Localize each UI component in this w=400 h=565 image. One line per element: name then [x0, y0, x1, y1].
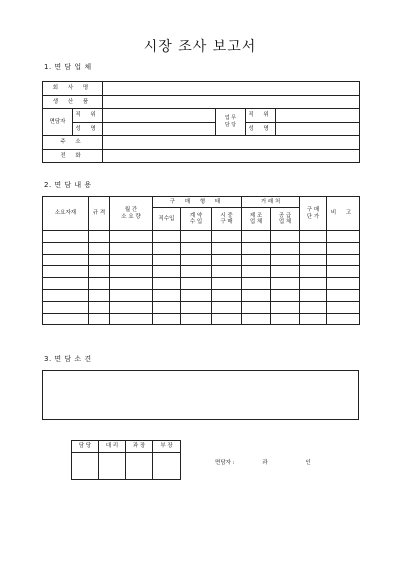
table-cell[interactable]: [212, 254, 242, 266]
table-cell[interactable]: [110, 231, 153, 243]
table-cell[interactable]: [153, 301, 181, 313]
maker-header: 제 조 업 체: [242, 208, 271, 231]
table-cell[interactable]: [300, 242, 327, 254]
signature-role: 과: [262, 460, 268, 466]
table-cell[interactable]: [212, 301, 242, 313]
table-cell[interactable]: [300, 289, 327, 301]
purchase-type-header: 구 매 형 태: [153, 197, 242, 208]
approval-director-label: 부 장: [153, 441, 181, 453]
approval-table: [71, 440, 181, 480]
table-cell[interactable]: [327, 254, 360, 266]
product-label: 생 산 품: [43, 95, 103, 109]
table-cell[interactable]: [89, 278, 110, 290]
phone-label: 전 화: [43, 149, 103, 163]
staff-position-field[interactable]: [276, 109, 360, 123]
table-cell[interactable]: [110, 313, 153, 325]
table-cell[interactable]: [89, 231, 110, 243]
interviewee-position-field[interactable]: [103, 109, 216, 123]
table-cell[interactable]: [242, 254, 271, 266]
material-header: 소요자재: [43, 197, 89, 231]
market-purchase-header: 시 중 구 매: [212, 208, 242, 231]
table-cell[interactable]: [181, 289, 212, 301]
table-cell[interactable]: [153, 278, 181, 290]
table-cell[interactable]: [271, 313, 300, 325]
table-cell[interactable]: [43, 242, 89, 254]
table-cell[interactable]: [327, 231, 360, 243]
table-cell[interactable]: [89, 242, 110, 254]
direct-import-header: 직수입: [153, 208, 181, 231]
table-cell[interactable]: [327, 242, 360, 254]
table-cell[interactable]: [300, 313, 327, 325]
table-row: [43, 289, 360, 301]
approval-director-sign[interactable]: [153, 453, 181, 480]
approval-deputy-sign[interactable]: [99, 453, 126, 480]
table-cell[interactable]: [43, 266, 89, 278]
approval-manager-sign[interactable]: [126, 453, 153, 480]
table-row: [43, 266, 360, 278]
table-cell[interactable]: [242, 278, 271, 290]
section2-heading: 2. 면 담 내 용: [44, 181, 92, 189]
table-cell[interactable]: [300, 231, 327, 243]
note-header: 비 고: [327, 197, 360, 231]
table-cell[interactable]: [271, 231, 300, 243]
table-cell[interactable]: [110, 242, 153, 254]
product-field[interactable]: [103, 95, 360, 109]
section3-heading: 3. 면 담 소 견: [44, 355, 92, 363]
table-cell[interactable]: [89, 254, 110, 266]
interviewee-label: 면담자: [43, 109, 73, 136]
table-cell[interactable]: [327, 266, 360, 278]
interviewer-signature: [215, 458, 311, 466]
table-cell[interactable]: [89, 289, 110, 301]
table-cell[interactable]: [242, 242, 271, 254]
interviewee-name-field[interactable]: [103, 122, 216, 136]
table-cell[interactable]: [327, 278, 360, 290]
staff-label: 업 무 담 당: [216, 109, 246, 136]
staff-position-label: 직 위: [246, 109, 276, 123]
table-cell[interactable]: [153, 231, 181, 243]
table-cell[interactable]: [153, 242, 181, 254]
table-cell[interactable]: [110, 278, 153, 290]
table-row: [43, 254, 360, 266]
table-cell[interactable]: [181, 254, 212, 266]
table-cell[interactable]: [181, 266, 212, 278]
approval-manager-label: 과 장: [126, 441, 153, 453]
table-cell[interactable]: [181, 278, 212, 290]
table-cell[interactable]: [300, 266, 327, 278]
table-cell[interactable]: [43, 254, 89, 266]
table-cell[interactable]: [153, 266, 181, 278]
spec-header: 규 격: [89, 197, 110, 231]
company-field[interactable]: [103, 82, 360, 96]
table-cell[interactable]: [212, 313, 242, 325]
table-cell[interactable]: [110, 254, 153, 266]
table-row: [43, 313, 360, 325]
table-cell[interactable]: [271, 301, 300, 313]
table-cell[interactable]: [327, 301, 360, 313]
table-cell[interactable]: [242, 231, 271, 243]
approval-staff-sign[interactable]: [72, 453, 99, 480]
monthly-usage-header: 월 간 소 요 량: [110, 197, 153, 231]
table-cell[interactable]: [271, 242, 300, 254]
table-cell[interactable]: [181, 231, 212, 243]
table-cell[interactable]: [89, 313, 110, 325]
section1-heading: 1. 면 담 업 체: [44, 63, 92, 71]
table-cell[interactable]: [153, 289, 181, 301]
table-cell[interactable]: [212, 266, 242, 278]
table-cell[interactable]: [242, 301, 271, 313]
company-info-table: [42, 81, 360, 163]
document-title: 시장 조사 보고서: [143, 39, 257, 55]
table-cell[interactable]: [89, 301, 110, 313]
table-cell[interactable]: [89, 266, 110, 278]
interviewee-name-label: 성 명: [73, 122, 103, 136]
table-cell[interactable]: [271, 254, 300, 266]
table-cell[interactable]: [110, 266, 153, 278]
table-row: [43, 242, 360, 254]
unit-price-header: 구 매 단 가: [300, 197, 327, 231]
table-cell[interactable]: [181, 301, 212, 313]
table-cell[interactable]: [212, 242, 242, 254]
table-cell[interactable]: [181, 313, 212, 325]
staff-name-field[interactable]: [276, 122, 360, 136]
table-cell[interactable]: [242, 289, 271, 301]
table-cell[interactable]: [110, 301, 153, 313]
company-label: 회 사 명: [43, 82, 103, 96]
table-cell[interactable]: [212, 289, 242, 301]
table-cell[interactable]: [43, 301, 89, 313]
phone-field[interactable]: [103, 149, 360, 163]
table-cell[interactable]: [300, 254, 327, 266]
interview-content-table: [42, 196, 360, 325]
supply-company-header: 공 급 업 체: [271, 208, 300, 231]
approval-deputy-label: 대 리: [99, 441, 126, 453]
table-cell[interactable]: [153, 254, 181, 266]
table-cell[interactable]: [327, 289, 360, 301]
table-row: [43, 278, 360, 290]
supplier-header: 거 래 처: [242, 197, 300, 208]
table-cell[interactable]: [110, 289, 153, 301]
table-cell[interactable]: [242, 313, 271, 325]
table-cell[interactable]: [43, 231, 89, 243]
table-cell[interactable]: [271, 266, 300, 278]
table-cell[interactable]: [271, 289, 300, 301]
table-cell[interactable]: [43, 278, 89, 290]
table-cell[interactable]: [153, 313, 181, 325]
contract-import-header: 계 약 수 입: [181, 208, 212, 231]
table-cell[interactable]: [300, 301, 327, 313]
opinion-box[interactable]: [42, 370, 359, 420]
table-row: [43, 301, 360, 313]
signature-seal: 인: [305, 460, 311, 466]
approval-staff-label: 담 당: [72, 441, 99, 453]
interviewee-position-label: 직 위: [73, 109, 103, 123]
table-row: [43, 231, 360, 243]
table-cell[interactable]: [43, 289, 89, 301]
table-cell[interactable]: [300, 278, 327, 290]
staff-name-label: 성 명: [246, 122, 276, 136]
table-cell[interactable]: [242, 266, 271, 278]
address-label: 주 소: [43, 136, 103, 150]
address-field[interactable]: [103, 136, 360, 150]
table-cell[interactable]: [43, 313, 89, 325]
table-cell[interactable]: [327, 313, 360, 325]
table-cell[interactable]: [181, 242, 212, 254]
signature-label: 면담자 :: [215, 460, 235, 466]
table-cell[interactable]: [212, 231, 242, 243]
table-cell[interactable]: [212, 278, 242, 290]
table-cell[interactable]: [271, 278, 300, 290]
